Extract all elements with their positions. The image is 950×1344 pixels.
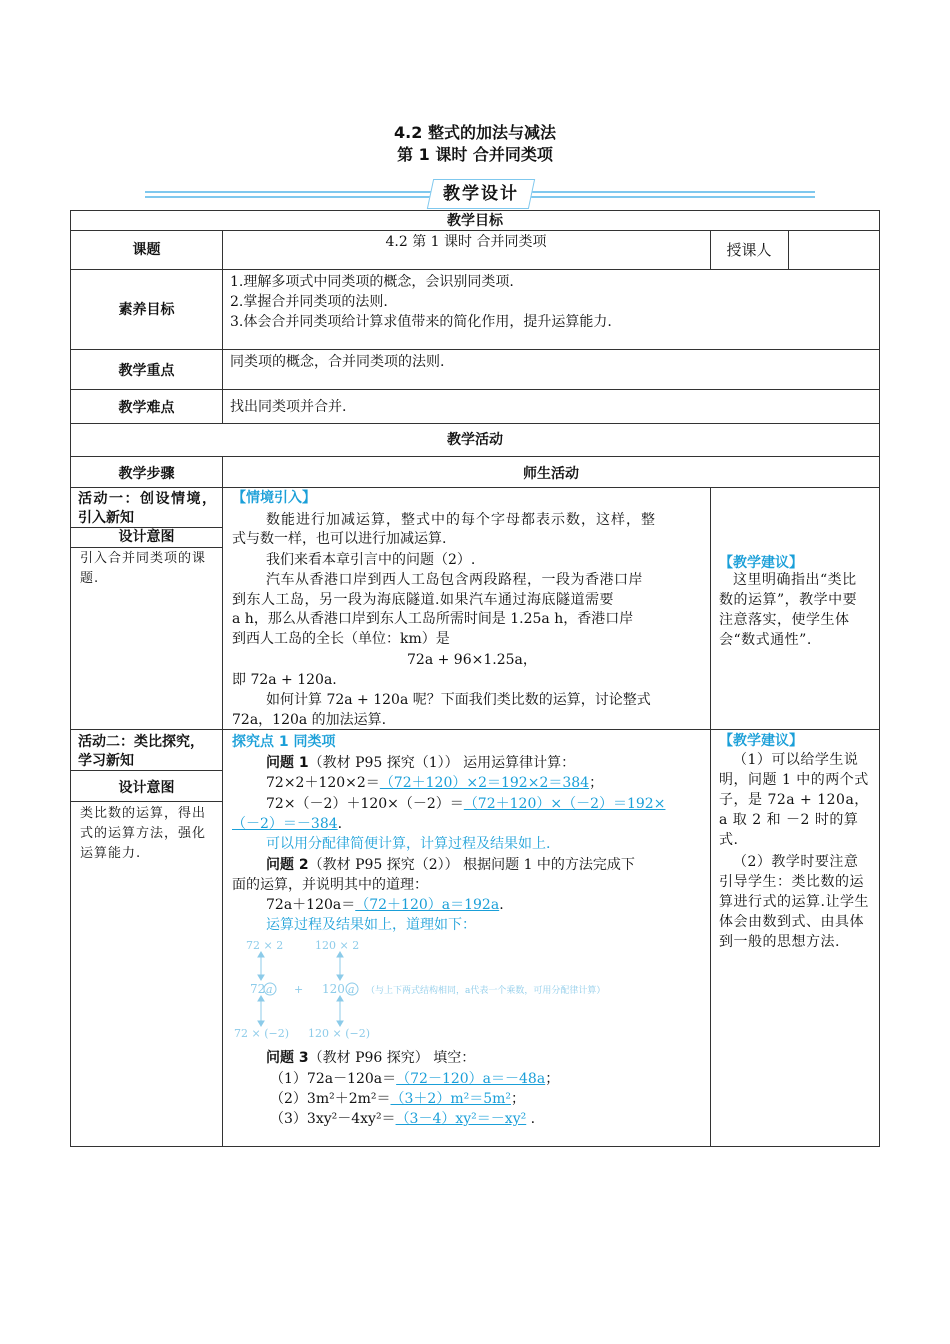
interaction-label: 师生活动 — [523, 466, 579, 482]
q1-text: （教材 P95 探究（1）） 运用运算律计算： — [308, 755, 576, 771]
literacy-list — [230, 272, 870, 332]
q1-a-answer: （72＋120）×2＝192×2＝384 — [379, 775, 590, 791]
q3-2-answer: （3＋2）m²＝5m² — [390, 1091, 511, 1107]
activity1-sug: 这里明确指出“类比数的运算”，教学中要注意落实，使学生体会“数式通性”. — [719, 572, 858, 648]
activity1-intent: 引入合并同类项的课题. — [80, 551, 207, 586]
key-label: 教学重点 — [118, 363, 175, 379]
q1-b-answer1: （72＋120）×（－2）＝192× — [463, 796, 666, 812]
activity2-section: 探究点 1 同类项 — [232, 734, 336, 750]
q1-b: 72×（－2）＋120×（－2）＝ — [266, 796, 464, 812]
diag-top1: 72 × 2 — [246, 939, 284, 952]
q2-label: 问题 2 — [266, 857, 309, 873]
activity1-p2: 我们来看本章引言中的问题（2）. — [266, 552, 476, 568]
activity1-formula: 72a + 96×1.25a， — [407, 652, 537, 668]
section-banner — [145, 183, 815, 205]
activity2-sug2: （2）教学时要注意引导学生：类比数的运算进行式的运算.让学生体会由数到式、由具体到一般的思想方法. — [719, 854, 869, 950]
activity2-sug-label: 【教学建议】 — [719, 733, 803, 749]
q2-a: 72a＋120a＝ — [266, 897, 356, 913]
q3-text: （教材 P96 探究） 填空： — [308, 1050, 476, 1066]
activity1-section: 【情境引入】 — [232, 490, 316, 506]
q3-2: （2）3m²＋2m²＝ — [270, 1091, 391, 1107]
diag-bot1: 72 × (−2) — [234, 1027, 290, 1040]
q1-a: 72×2＋120×2＝ — [266, 775, 380, 791]
activity1-p1: 数能进行加减运算，整式中的每个字母都表示数，这样，整 — [266, 512, 656, 528]
topic-value: 4.2 第 1 课时 合并同类项 — [385, 234, 547, 250]
q3-label: 问题 3 — [266, 1050, 309, 1066]
activity-header: 教学活动 — [447, 432, 503, 448]
diag-top2: 120 × 2 — [315, 939, 360, 952]
activity2-intent-label: 设计意图 — [118, 780, 175, 796]
diag-mid1a: a — [266, 983, 273, 996]
distributive-diagram — [228, 935, 708, 1045]
literacy-item: 3.体会合并同类项给计算求值带来的简化作用，提升运算能力. — [230, 314, 612, 330]
activity2-name: 活动二：类比探究，学习新知 — [78, 734, 204, 769]
q1-b-answer2: （－2）＝－384 — [232, 816, 338, 832]
lesson-subtitle: 第 1 课时 合并同类项 — [397, 145, 553, 164]
q2-text2: 面的运算，并说明其中的道理： — [232, 877, 428, 893]
activity1-p3b: 到东人工岛，另一段为海底隧道.如果汽车通过海底隧道需要 — [232, 592, 614, 608]
lesson-title: 4.2 整式的加法与减法 — [394, 123, 556, 142]
activity1-p1b: 式与数一样，也可以进行加减运算. — [232, 531, 447, 547]
diag-plus: + — [294, 983, 304, 996]
topic-label: 课题 — [132, 242, 161, 258]
q3-1-answer: （72－120）a＝－48a — [396, 1071, 546, 1087]
q2-note: 运算过程及结果如上，道理如下： — [266, 917, 476, 933]
q2-text: （教材 P95 探究（2）） 根据问题 1 中的方法完成下 — [308, 857, 635, 873]
diag-bot2: 120 × (−2) — [308, 1027, 371, 1040]
goals-header: 教学目标 — [447, 213, 503, 229]
activity1-p5a: 如何计算 72a + 120a 呢？下面我们类比数的运算，讨论整式 — [266, 692, 651, 708]
diag-mid1: 72 — [250, 982, 266, 996]
activity1-name: 活动一：创设情境，引入新知 — [78, 491, 216, 526]
activity1-p3a: 汽车从香港口岸到西人工岛包含两段路程，一段为香港口岸 — [266, 572, 643, 588]
literacy-label: 素养目标 — [118, 302, 175, 318]
steps-label: 教学步骤 — [118, 466, 175, 482]
q1-label: 问题 1 — [266, 755, 309, 771]
banner-label: 教学设计 — [443, 184, 519, 204]
activity1-p5b: 72a，120a 的加法运算. — [232, 712, 387, 728]
diag-note: （与上下两式结构相同，a代表一个乘数，可用分配律计算） — [366, 986, 606, 996]
activity2-sug1: （1）可以给学生说明，问题 1 中的两个式子，是 72a + 120a，a 取 2 和 －2 时的算式. — [719, 752, 869, 848]
activity1-p4: 即 72a + 120a. — [232, 672, 337, 688]
q3-1: （1）72a－120a＝ — [270, 1071, 397, 1087]
q1-note: 可以用分配律简便计算，计算过程及结果如上. — [266, 836, 551, 852]
q3-3-answer: （3－4）xy²＝－xy² — [395, 1111, 527, 1127]
literacy-item: 2.掌握合并同类项的法则. — [230, 294, 388, 310]
q2-a-answer: （72＋120）a＝192a — [355, 897, 500, 913]
diag-mid2: 120 — [322, 982, 345, 996]
activity1-p3d: 到西人工岛的全长（单位：km）是 — [232, 631, 450, 647]
literacy-item: 1.理解多项式中同类项的概念，会识别同类项. — [230, 274, 514, 290]
activity1-p3c: a h，那么从香港口岸到东人工岛所需时间是 1.25a h，香港口岸 — [232, 611, 634, 627]
activity2-intent: 类比数的运算，得出式的运算方法，强化运算能力. — [80, 806, 207, 861]
difficulty-label: 教学难点 — [118, 400, 175, 416]
key-value: 同类项的概念，合并同类项的法则. — [230, 354, 445, 370]
activity1-sug-label: 【教学建议】 — [719, 555, 803, 571]
activity1-intent-label: 设计意图 — [118, 529, 175, 545]
q3-3: （3）3xy²－4xy²＝ — [270, 1111, 396, 1127]
teacher-label: 授课人 — [726, 241, 772, 259]
difficulty-value: 找出同类项并合并. — [230, 399, 347, 415]
diag-mid2a: a — [348, 983, 355, 996]
